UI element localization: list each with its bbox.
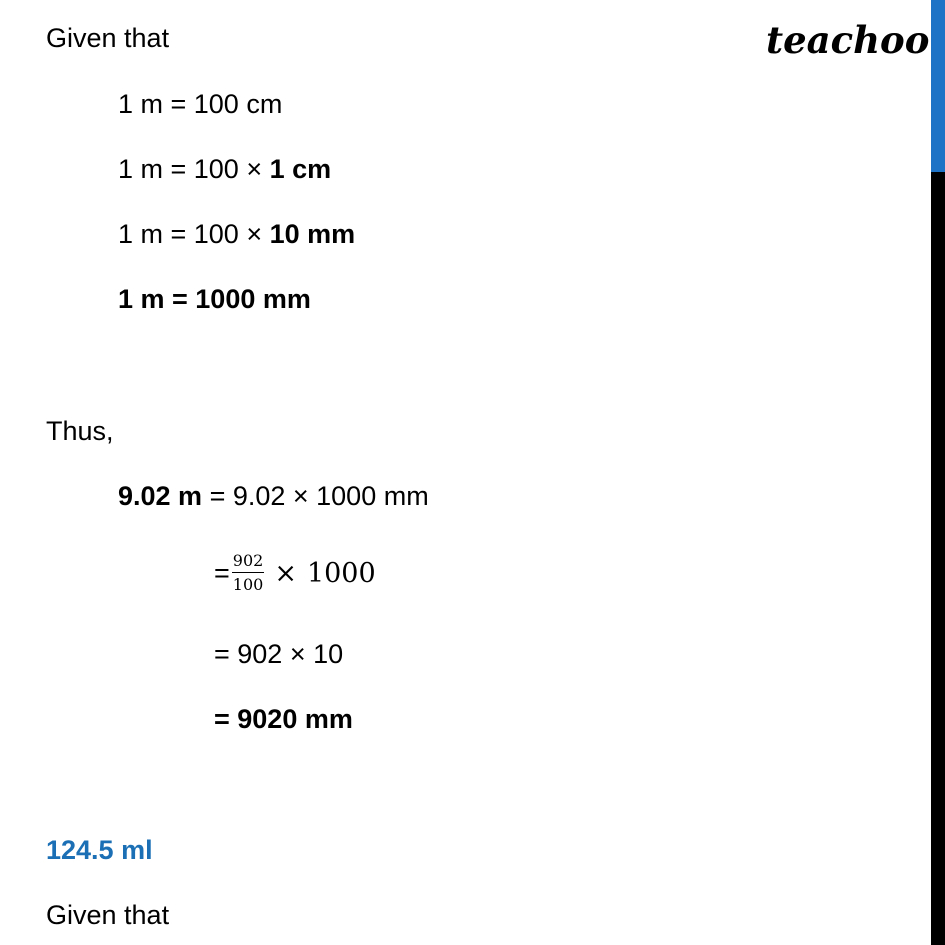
conversion-line-3: = 902 × 10: [214, 639, 344, 669]
equation-line-1: 1 m = 100 cm: [118, 89, 283, 119]
equation-line-3-bold: 10 mm: [269, 219, 356, 249]
section-heading: 124.5 ml: [46, 835, 153, 865]
conversion-line-1: [118, 483, 429, 510]
given-that-label-2: Given that: [46, 900, 170, 930]
equation-line-4-result: 1 m = 1000 mm: [118, 284, 311, 314]
conversion-line-2-equals: =: [214, 557, 230, 588]
fraction-denominator: 100: [232, 575, 264, 595]
conversion-line-1-bold: 9.02 m: [118, 481, 203, 511]
conversion-line-1-text: = 9.02 × 1000 mm: [202, 481, 429, 511]
thus-label: Thus,: [46, 416, 114, 446]
fraction-numerator: 902: [232, 552, 265, 573]
scrollbar-thumb[interactable]: [931, 0, 945, 172]
equation-line-2-text: 1 m = 100 ×: [118, 154, 270, 184]
conversion-line-4-result: = 9020 mm: [214, 704, 353, 734]
equation-line-2: [118, 156, 331, 183]
fraction: [232, 552, 265, 595]
conversion-line-2: [214, 552, 376, 595]
equation-line-3: [118, 221, 355, 248]
scrollbar[interactable]: [931, 0, 945, 945]
equation-line-2-bold: 1 cm: [269, 154, 332, 184]
times-sign: ×: [274, 557, 297, 589]
equation-line-3-text: 1 m = 100 ×: [118, 219, 270, 249]
multiplier: 1000: [306, 557, 376, 589]
teachoo-logo: teachoo: [766, 18, 930, 62]
given-that-label: Given that: [46, 23, 170, 53]
